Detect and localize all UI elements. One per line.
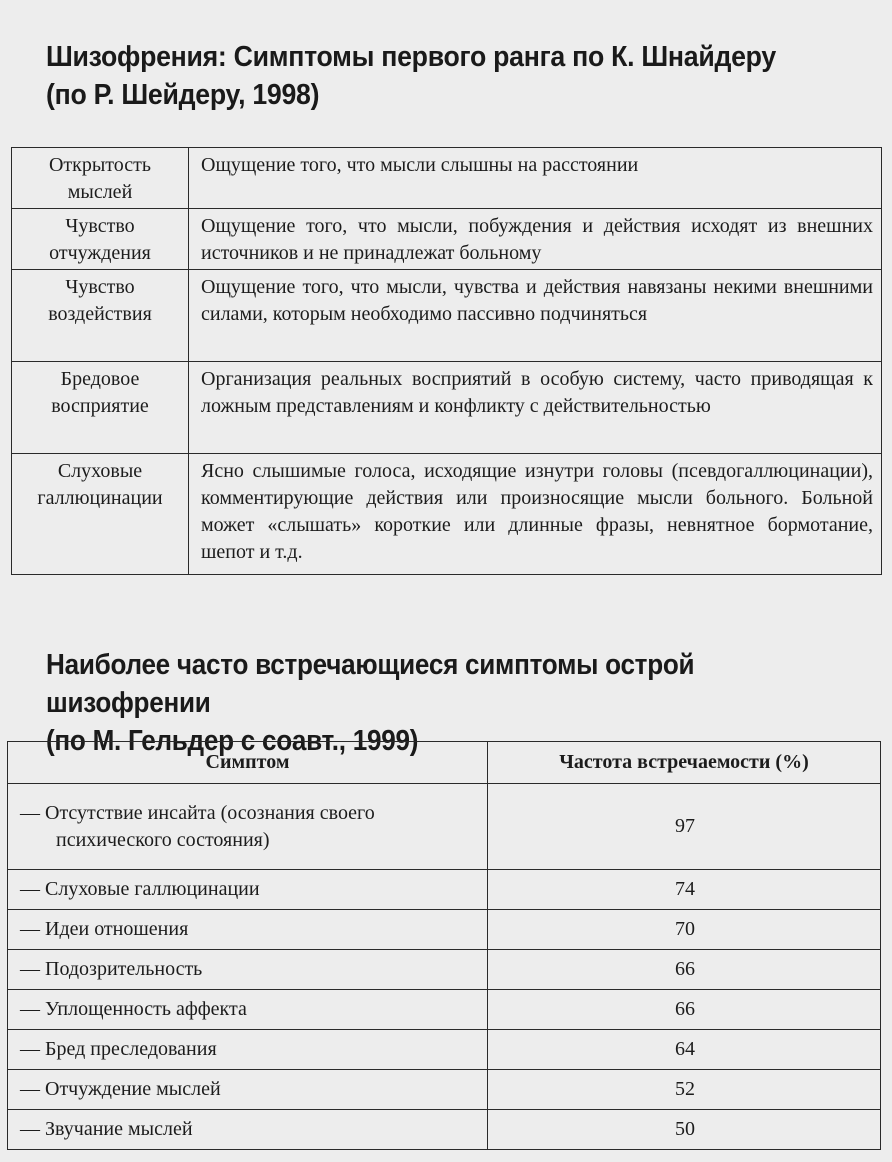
table-row <box>12 209 882 270</box>
table-header-row <box>8 742 881 784</box>
symptom-line: психического состояния) <box>56 828 270 851</box>
table-row <box>8 990 881 1030</box>
column-header-symptom: Симптом <box>8 742 488 784</box>
acute-symptoms-frequency-table <box>7 741 881 1150</box>
symptom-term: Слуховые галлюцинации <box>12 454 189 575</box>
title-line: (по М. Гельдер с соавт., 1999) <box>46 725 419 757</box>
table-row <box>8 950 881 990</box>
frequency-cell: 97 <box>488 784 881 870</box>
table-row <box>12 148 882 209</box>
table-row <box>12 270 882 362</box>
frequency-cell: 52 <box>488 1070 881 1110</box>
symptom-term: Бредовое восприятие <box>12 362 189 454</box>
table-row <box>12 454 882 575</box>
table-row <box>8 870 881 910</box>
title-line: Шизофрения: Симптомы первого ранга по К. Шнайдеру <box>46 41 776 73</box>
frequency-cell: 70 <box>488 910 881 950</box>
symptom-cell: — Слуховые галлюцинации <box>8 870 488 910</box>
symptom-term: Открытость мыслей <box>12 148 189 209</box>
symptom-description: Ощущение того, что мысли, чувства и действия навязаны некими внешними силами, которым необходимо пассивно подчиняться <box>189 270 882 362</box>
symptom-description: Организация реальных восприятий в особую систему, часто приводящая к ложным представлениям и конфликту с действительностью <box>189 362 882 454</box>
title-line: Наиболее часто встречающиеся симптомы острой шизофрении <box>46 649 695 719</box>
symptom-description: Ясно слышимые голоса, исходящие изнутри головы (псевдогаллюцинации), комментирующие действия или произносящие мысли больного. Больной может «слышать» короткие или длинные фразы, невнятное бормотание, шепот и т.д. <box>189 454 882 575</box>
symptom-term: Чувство отчуждения <box>12 209 189 270</box>
symptom-cell: — Звучание мыслей <box>8 1110 488 1150</box>
symptom-description: Ощущение того, что мысли, побуждения и действия исходят из внешних источников и не принадлежат больному <box>189 209 882 270</box>
symptom-cell: — Идеи отношения <box>8 910 488 950</box>
title-line: (по Р. Шейдеру, 1998) <box>46 79 320 111</box>
frequency-cell: 50 <box>488 1110 881 1150</box>
symptom-cell: — Подозрительность <box>8 950 488 990</box>
table-row <box>8 784 881 870</box>
symptom-cell: — Бред преследования <box>8 1030 488 1070</box>
symptom-line: — Отсутствие инсайта (осознания своего <box>20 801 375 824</box>
symptom-cell: — Уплощенность аффекта <box>8 990 488 1030</box>
table-row <box>12 362 882 454</box>
section-title-schneider <box>46 38 776 114</box>
frequency-cell: 66 <box>488 950 881 990</box>
symptom-cell: — Отчуждение мыслей <box>8 1070 488 1110</box>
column-header-frequency: Частота встречаемости (%) <box>488 742 881 784</box>
symptom-cell <box>8 784 488 870</box>
table-row <box>8 1110 881 1150</box>
frequency-cell: 64 <box>488 1030 881 1070</box>
table-row <box>8 910 881 950</box>
symptom-term: Чувство воздействия <box>12 270 189 362</box>
frequency-cell: 66 <box>488 990 881 1030</box>
first-rank-symptoms-table <box>11 147 882 575</box>
frequency-cell: 74 <box>488 870 881 910</box>
table-row <box>8 1070 881 1110</box>
symptom-description: Ощущение того, что мысли слышны на расстоянии <box>189 148 882 209</box>
table-row <box>8 1030 881 1070</box>
